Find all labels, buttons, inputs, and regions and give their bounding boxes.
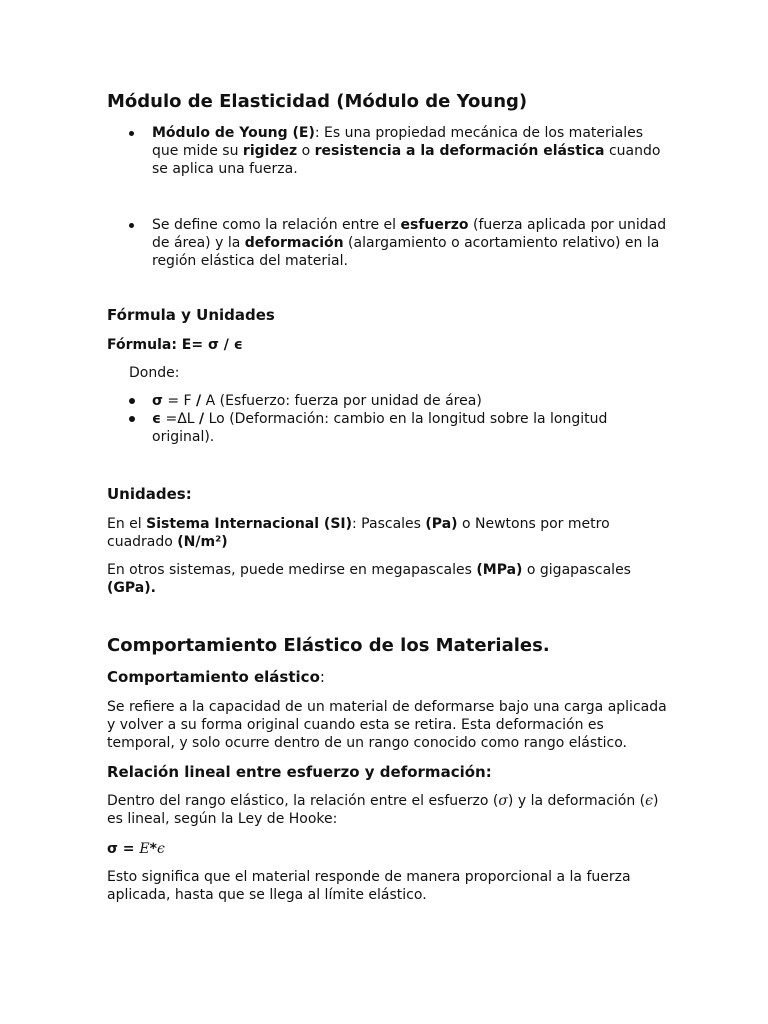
section-title-young: Módulo de Elasticidad (Módulo de Young) (107, 91, 528, 112)
donde-label: Donde: (129, 365, 180, 381)
units-section-title: Unidades: (107, 485, 192, 503)
sigma-definition: σ = F / A (Esfuerzo: fuerza por unidad de área) (152, 393, 482, 409)
hooke-equation: σ = E*ϵ (107, 841, 165, 857)
epsilon-definition: ϵ =ΔL / Lo (Deformación: cambio en la longitud sobre la longitud original). (152, 411, 608, 445)
linear-relation-subtitle: Relación lineal entre esfuerzo y deformación: (107, 763, 492, 781)
elastic-behavior-paragraph: Se refiere a la capacidad de un material de deformarse bajo una carga aplicada y volver a su forma original cuando esta se retira. Esta deformación es temporal, y solo ocurre dentro de un rango conocido como rango elástico. (107, 699, 667, 751)
bullet-marker (129, 131, 134, 136)
formula-line: Fórmula: E= σ / ϵ (107, 337, 243, 353)
elastic-behavior-subtitle: Comportamiento elástico: (107, 668, 325, 686)
young-definition-paragraph: Módulo de Young (E): Es una propiedad mecánica de los materiales que mide su rigidez o resistencia a la deformación elástica cuando se aplica una fuerza. (152, 125, 661, 177)
other-units-paragraph: En otros sistemas, puede medirse en megapascales (MPa) o gigapascales (GPa). (107, 562, 631, 596)
formula-section-title: Fórmula y Unidades (107, 306, 275, 324)
hooke-law-paragraph: Dentro del rango elástico, la relación entre el esfuerzo (σ) y la deformación (ϵ) es lineal, según la Ley de Hooke: (107, 793, 659, 827)
proportional-response-paragraph: Esto significa que el material responde de manera proporcional a la fuerza aplicada, hasta que se llega al límite elástico. (107, 869, 631, 903)
bullet-marker (129, 416, 135, 422)
bullet-marker (129, 223, 134, 228)
bullet-marker (129, 398, 135, 404)
section-title-elastic-behavior: Comportamiento Elástico de los Materiales. (107, 635, 550, 656)
si-units-paragraph: En el Sistema Internacional (SI): Pascales (Pa) o Newtons por metro cuadrado (N/m²) (107, 516, 610, 550)
young-relation-paragraph: Se define como la relación entre el esfuerzo (fuerza aplicada por unidad de área) y la deformación (alargamiento o acortamiento relativo) en la región elástica del material. (152, 217, 667, 269)
